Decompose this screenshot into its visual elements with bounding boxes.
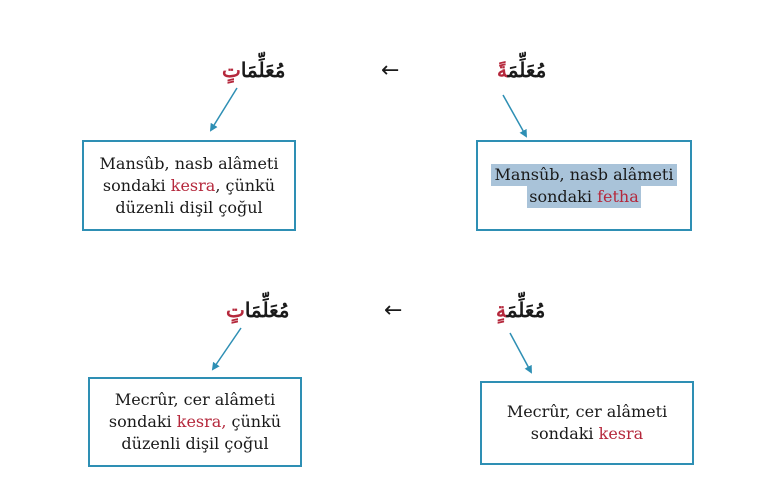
box-line: sondaki kesra, çünkü bbox=[102, 175, 276, 195]
bottom-right-explanation-box bbox=[480, 381, 694, 465]
box-line: sondaki kesra bbox=[530, 424, 644, 443]
top-right-connector bbox=[503, 95, 526, 136]
bottom-left-explanation-box bbox=[88, 377, 302, 467]
bottom-right-arabic-word: مُعَلِّمَةٍ bbox=[496, 298, 546, 322]
case-ending: ةٍ bbox=[496, 298, 507, 322]
bottom-transform-arrow: ← bbox=[384, 298, 403, 323]
bottom-left-connector bbox=[213, 328, 241, 369]
box-line-selected: sondaki fetha bbox=[529, 186, 639, 206]
top-left-explanation-box bbox=[82, 140, 296, 231]
box-line: Mansûb, nasb alâmeti bbox=[99, 153, 279, 173]
case-ending: تٍ bbox=[222, 58, 241, 82]
top-right-explanation-box bbox=[476, 140, 692, 231]
bottom-left-arabic-word: مُعَلِّمَاتٍ bbox=[226, 298, 290, 322]
box-line: sondaki kesra, çünkü bbox=[108, 412, 282, 431]
box-line-selected: Mansûb, nasb alâmeti bbox=[491, 164, 678, 186]
box-line: Mecrûr, cer alâmeti bbox=[114, 390, 276, 409]
box-line: düzenli dişil çoğul bbox=[121, 434, 269, 453]
box-line: Mecrûr, cer alâmeti bbox=[506, 402, 668, 421]
box-line: düzenli dişil çoğul bbox=[115, 197, 263, 217]
bottom-right-connector bbox=[510, 333, 531, 372]
top-transform-arrow: ← bbox=[381, 58, 400, 83]
top-right-arabic-word: مُعَلِّمَةً bbox=[497, 58, 547, 82]
case-ending: تٍ bbox=[226, 298, 245, 322]
top-left-connector bbox=[211, 88, 237, 130]
case-ending: ةً bbox=[497, 58, 508, 82]
top-left-arabic-word: مُعَلِّمَاتٍ bbox=[222, 58, 286, 82]
